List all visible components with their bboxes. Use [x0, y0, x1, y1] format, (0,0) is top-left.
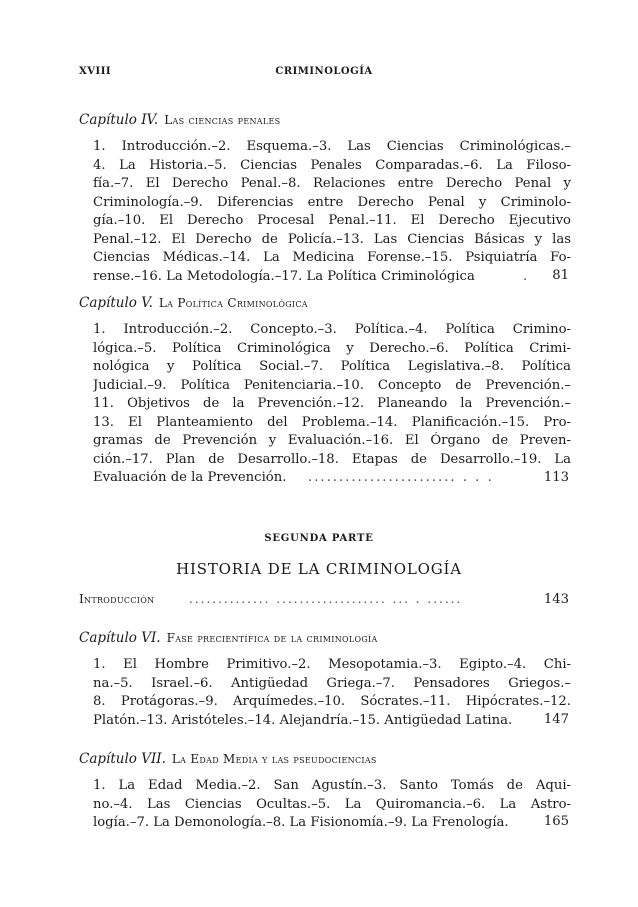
chapter-contents	[93, 138, 571, 286]
contents-line: 8. Protágoras.–9. Arquímedes.–10. Sócrates.–11. Hipócrates.–12.	[93, 694, 571, 709]
chapter-label: Capítulo VI.	[79, 630, 161, 646]
chapter-title: La Política Criminológica	[158, 296, 308, 310]
contents-text: rense.–16. La Metodología.–17. La Política Criminológica	[93, 268, 475, 284]
contents-line: Platón.–13. Aristóteles.–14. Alejandría.–15. Antigüedad Latina.	[93, 712, 513, 728]
chapter-contents	[93, 656, 571, 730]
contents-text: Evaluación de la Prevención.	[93, 470, 287, 485]
chapter-contents	[93, 321, 571, 488]
running-header	[79, 66, 569, 82]
contents-line: 4. La Historia.–5. Ciencias Penales Comparadas.–6. La Filoso-	[93, 157, 571, 173]
contents-line: Ciencias Médicas.–14. La Medicina Forense.–15. Psiquiatría Fo-	[93, 250, 571, 265]
page-folio: XVIII	[79, 66, 112, 77]
contents-line: na.–5. Israel.–6. Antigüedad Griega.–7. Pensadores Griegos.–	[93, 675, 571, 691]
chapter-heading	[79, 630, 378, 646]
contents-line: 1. Introducción.–2. Concepto.–3. Política.–4. Política Crimino-	[93, 322, 571, 337]
chapter-heading	[79, 751, 377, 767]
contents-line: ción.–17. Plan de Desarrollo.–18. Etapas de Desarrollo.–19. La	[93, 451, 571, 467]
contents-line: 1. La Edad Media.–2. San Agustín.–3. Santo Tomás de Aqui-	[93, 778, 571, 793]
chapter-heading	[79, 112, 280, 128]
contents-line: gramas de Prevención y Evaluación.–16. El Órgano de Preven-	[93, 433, 571, 448]
page-number: 165	[543, 814, 569, 829]
contents-line: fía.–7. El Derecho Penal.–8. Relaciones entre Derecho Penal y	[93, 176, 571, 191]
chapter-label: Capítulo VII.	[79, 751, 166, 767]
chapter-label: Capítulo IV.	[79, 112, 159, 128]
chapter-heading	[79, 295, 308, 311]
contents-line: nológica y Política Social.–7. Política Legislativa.–8. Política	[93, 359, 571, 374]
part-title: HISTORIA DE LA CRIMINOLOGÍA	[176, 560, 462, 578]
chapter-label: Capítulo V.	[79, 295, 153, 311]
dot-leader: ........................ . . .	[308, 470, 494, 485]
contents-line: 1. Introducción.–2. Esquema.–3. Las Ciencias Criminológicas.–	[93, 139, 571, 154]
chapter-title: La Edad Media y las pseudociencias	[171, 752, 377, 766]
page-number: 143	[543, 592, 569, 607]
part-label: SEGUNDA PARTE	[264, 533, 374, 544]
contents-line: 11. Objetivos de la Prevención.–12. Planeando la Prevención.–	[93, 396, 571, 411]
dot-leader: .............. ................... ... . ......	[189, 592, 463, 606]
contents-line: 13. El Planteamiento del Problema.–14. Planificación.–15. Pro-	[93, 414, 571, 430]
contents-line: gía.–10. El Derecho Procesal Penal.–11. El Derecho Ejecutivo	[93, 213, 571, 228]
page-number: 147	[543, 712, 569, 727]
contents-line	[93, 469, 571, 488]
contents-line	[93, 268, 571, 287]
contents-line: Penal.–12. El Derecho de Policía.–13. Las Ciencias Básicas y las	[93, 231, 571, 247]
contents-line: no.–4. Las Ciencias Ocultas.–5. La Quiromancia.–6. La Astro-	[93, 796, 571, 812]
contents-line: Judicial.–9. Política Penitenciaria.–10. Concepto de Prevención.–	[93, 377, 571, 393]
contents-line: lógica.–5. Política Criminológica y Derecho.–6. Política Crimi-	[93, 340, 571, 356]
contents-line: 1. El Hombre Primitivo.–2. Mesopotamia.–3. Egipto.–4. Chi-	[93, 657, 571, 672]
chapter-title: Las ciencias penales	[164, 113, 281, 127]
running-title: CRIMINOLOGÍA	[275, 66, 373, 77]
chapter-title: Fase precientífica de la criminología	[166, 631, 378, 645]
contents-line: logía.–7. La Demonología.–8. La Fisionomía.–9. La Frenología.	[93, 815, 509, 830]
contents-line: Criminología.–9. Diferencias entre Derecho Penal y Criminolo-	[93, 194, 571, 210]
introduction-label: Introducción	[79, 592, 155, 606]
page-number: 113	[543, 470, 569, 485]
introduction-entry	[79, 592, 569, 610]
dot-leader: .	[523, 268, 530, 284]
page-number: 81	[552, 268, 569, 283]
chapter-contents	[93, 777, 571, 833]
